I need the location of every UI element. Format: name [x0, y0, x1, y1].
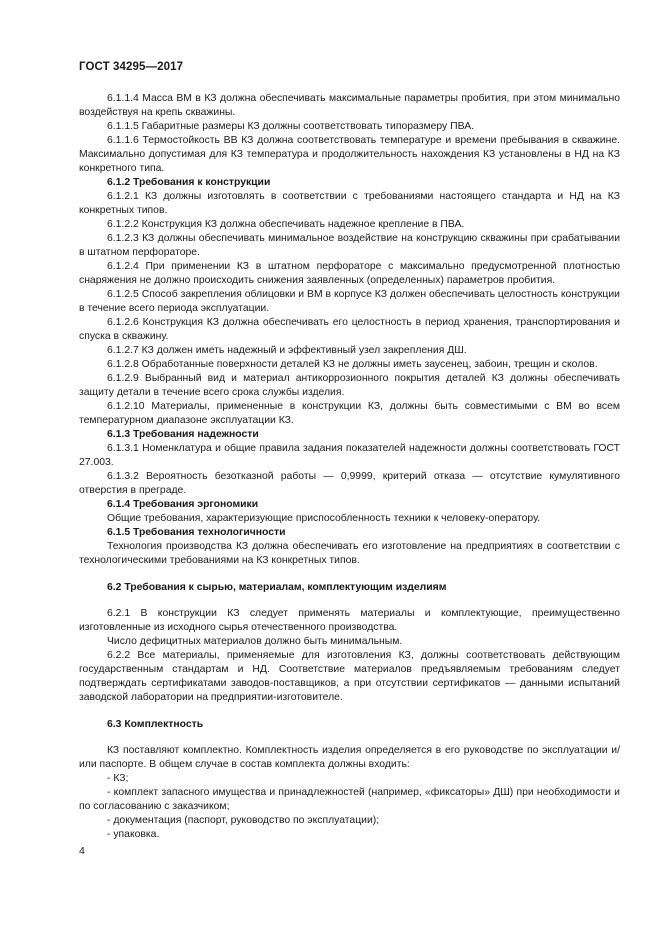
- paragraph-6-1-2-4: 6.1.2.4 При применении КЗ в штатном перфораторе с максимально предусмотренной плотностью снаряжения не должно происходить снижения заявленных (определенных) параметров пробития.: [79, 261, 620, 286]
- paragraph-6-1-2-9: 6.1.2.9 Выбранный вид и материал антикоррозионного покрытия деталей КЗ должны обеспечивать защиту детали в течение всего срока службы изделия.: [79, 373, 620, 398]
- paragraph-6-1-2-7: 6.1.2.7 КЗ должен иметь надежный и эффективный узел закрепления ДШ.: [107, 345, 467, 356]
- list-item: - упаковка.: [107, 829, 160, 840]
- paragraph-6-1-2-5: 6.1.2.5 Способ закрепления облицовки и ВМ в корпусе КЗ должен обеспечивать целостность конструкции в течение всего периода эксплуатации.: [79, 289, 620, 314]
- section-gap: [79, 568, 620, 581]
- paragraph-6-1-1-5: 6.1.1.5 Габаритные размеры КЗ должны соответствовать типоразмеру ПВА.: [107, 121, 475, 132]
- list-item: - документация (паспорт, руководство по эксплуатации);: [107, 815, 380, 826]
- paragraph-6-1-2-2: 6.1.2.2 Конструкция КЗ должна обеспечивать надежное крепление в ПВА.: [107, 219, 465, 230]
- paragraph-6-1-4: Общие требования, характеризующие приспособленность техники к человеку-оператору.: [107, 513, 541, 524]
- section-gap: [79, 705, 620, 718]
- heading-6-1-5: 6.1.5 Требования технологичности: [107, 527, 286, 538]
- heading-6-1-3: 6.1.3 Требования надежности: [107, 429, 259, 440]
- heading-6-2: 6.2 Требования к сырью, материалам, комплектующим изделиям: [107, 582, 447, 593]
- page-number: 4: [79, 845, 85, 857]
- paragraph-6-1-1-4: 6.1.1.4 Масса ВМ в КЗ должна обеспечивать максимальные параметры пробития, при этом минимально воздействуя на крепь скважины.: [79, 93, 620, 118]
- list-item: - КЗ;: [107, 773, 129, 784]
- paragraph-6-2-1-note: Число дефицитных материалов должно быть минимальным.: [107, 636, 403, 647]
- paragraph-6-1-2-1: 6.1.2.1 КЗ должны изготовлять в соответствии с требованиями настоящего стандарта и НД на КЗ конкретных типов.: [79, 191, 620, 216]
- paragraph-6-2-2: 6.2.2 Все материалы, применяемые для изготовления КЗ, должны соответствовать действующим государственным стандартам и НД. Соответствие материалов предъявляемым требованиям следует подтверждать сертификатами заводов-поставщиков, а при отсутствии сертификатов — данными испытаний заводской лаборатории на предприятии-изготовителе.: [79, 650, 620, 703]
- paragraph-6-1-5: Технология производства КЗ должна обеспечивать его изготовление на предприятиях в соответствии с технологическими требованиями на КЗ конкретных типов.: [79, 541, 620, 566]
- heading-6-1-4: 6.1.4 Требования эргономики: [107, 499, 259, 510]
- heading-6-3: 6.3 Комплектность: [107, 719, 204, 730]
- document-header: ГОСТ 34295—2017: [79, 61, 184, 73]
- paragraph-6-1-2-3: 6.1.2.3 КЗ должны обеспечивать минимальное воздействие на конструкцию скважины при срабатывании в штатном перфораторе.: [79, 233, 620, 258]
- section-gap: [79, 595, 620, 607]
- paragraph-6-1-2-6: 6.1.2.6 Конструкция КЗ должна обеспечивать его целостность в период хранения, транспортирования и спуска в скважину.: [79, 317, 620, 342]
- paragraph-6-1-1-6: 6.1.1.6 Термостойкость ВВ КЗ должна соответствовать температуре и времени пребывания в скважине. Максимально допустимая для КЗ температура и продолжительность нахождения КЗ установлены в НД на КЗ конкретного типа.: [79, 135, 620, 174]
- paragraph-6-1-2-8: 6.1.2.8 Обработанные поверхности деталей КЗ не должны иметь заусенец, забоин, трещин и сколов.: [107, 359, 598, 370]
- document-body: [79, 92, 620, 842]
- section-gap: [79, 732, 620, 744]
- paragraph-6-1-3-1: 6.1.3.1 Номенклатура и общие правила задания показателей надежности должны соответствовать ГОСТ 27.003.: [79, 443, 620, 468]
- heading-6-1-2: 6.1.2 Требования к конструкции: [107, 177, 271, 188]
- paragraph-6-1-2-10: 6.1.2.10 Материалы, примененные в конструкции КЗ, должны быть совместимыми с ВМ во всем температурном диапазоне эксплуатации КЗ.: [79, 401, 620, 426]
- paragraph-6-2-1: 6.2.1 В конструкции КЗ следует применять материалы и комплектующие, преимущественно изготовленные из исходного сырья отечественного производства.: [79, 608, 620, 633]
- paragraph-6-1-3-2: 6.1.3.2 Вероятность безотказной работы — 0,9999, критерий отказа — отсутствие кумулятивного отверстия в преграде.: [79, 471, 620, 496]
- paragraph-6-3: КЗ поставляют комплектно. Комплектность изделия определяется в его руководстве по эксплуатации и/или паспорте. В общем случае в состав комплекта должны входить:: [79, 745, 620, 770]
- list-item: - комплект запасного имущества и принадлежностей (например, «фиксаторы» ДШ) при необходимости и по согласованию с заказчиком;: [79, 787, 620, 812]
